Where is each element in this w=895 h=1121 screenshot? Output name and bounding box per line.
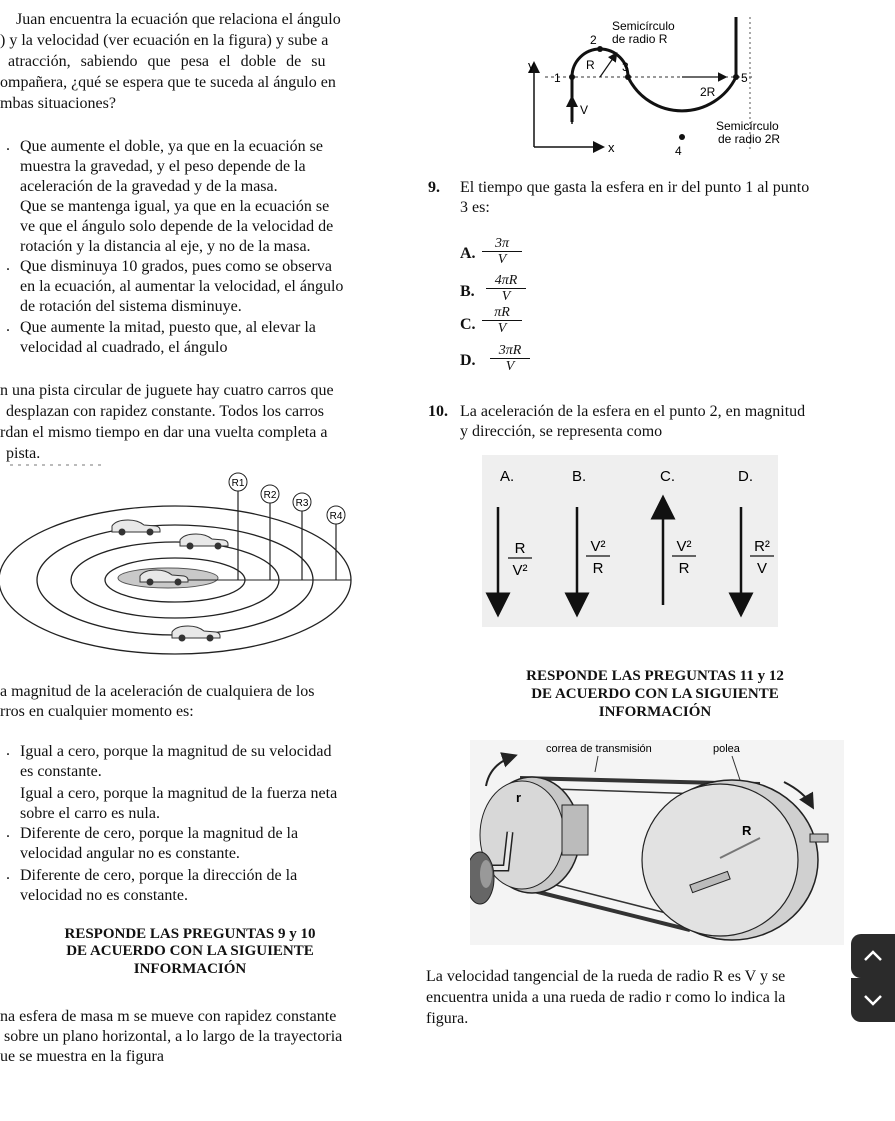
trajectory-figure — [520, 12, 800, 162]
circular-track-figure — [0, 462, 370, 662]
semicircle-r-label-2: de radio R — [612, 32, 668, 46]
track-label-r2: R2 — [263, 490, 277, 501]
pulley-figure — [470, 740, 844, 945]
heading-9-10-line-2: DE ACUERDO CON LA SIGUIENTE — [66, 943, 314, 959]
info-9-10-line-1: na esfera de masa m se mueve con rapidez constante — [0, 1008, 337, 1025]
q7-option-a-line-2: muestra la gravedad, y el peso depende de la — [20, 158, 306, 175]
q7-line-5: mbas situaciones? — [0, 95, 116, 112]
q9-option-c-denominator: V — [497, 321, 507, 336]
heading-11-12-line-3: INFORMACIÓN — [598, 704, 712, 720]
q8-option-d-line-2: velocidad no es constante. — [20, 887, 188, 904]
q8-intro-line-4: pista. — [6, 445, 41, 462]
q10-option-a-numerator: R — [514, 540, 526, 557]
q8-option-d-line-1: Diferente de cero, porque la dirección de la — [20, 867, 298, 884]
heading-11-12-line-2: DE ACUERDO CON LA SIGUIENTE — [531, 686, 779, 702]
info-11-12-line-3: figura. — [426, 1010, 469, 1027]
point-1-label: 1 — [554, 71, 561, 85]
point-5-label: 5 — [741, 71, 748, 85]
small-radius-label: r — [516, 790, 522, 805]
q7-option-b-line-1: Que se mantenga igual, ya que en la ecuación se — [20, 198, 330, 215]
q8-intro-line-3: rdan el mismo tiempo en dar una vuelta completa a — [0, 424, 328, 441]
track-label-r4: R4 — [329, 511, 343, 522]
q9-option-a-fraction — [482, 236, 522, 267]
q10-option-c-letter[interactable]: C. — [660, 468, 675, 485]
belt-label: correa de transmisión — [546, 743, 652, 755]
track-label-r1: R1 — [231, 478, 245, 489]
heading-9-10-line-3: INFORMACIÓN — [133, 961, 247, 977]
q7-option-c-line-2: en la ecuación, al aumentar la velocidad, el ángulo — [20, 278, 344, 295]
q9-option-b-fraction — [486, 273, 526, 304]
q7-option-a-line-1: Que aumente el doble, ya que en la ecuación se — [20, 138, 323, 155]
info-11-12-line-2: encuentra unida a una rueda de radio r como lo indica la — [426, 989, 786, 1006]
point-2-label: 2 — [590, 33, 597, 47]
q9-option-b-numerator: 4πR — [486, 273, 526, 289]
q10-option-c-numerator: V² — [676, 538, 692, 555]
q10-option-d-numerator: R² — [754, 538, 770, 555]
q7-line-4: ompañera, ¿qué se espera que te suceda al ángulo en — [0, 74, 336, 91]
q8-option-a-line-2: es constante. — [20, 763, 102, 780]
q10-option-b-denominator: R — [592, 560, 604, 577]
q10-option-b-letter[interactable]: B. — [572, 468, 587, 485]
q10-option-d-letter[interactable]: D. — [738, 468, 753, 485]
chevron-down-icon — [851, 978, 895, 1022]
pulley-label: polea — [713, 743, 740, 755]
q10-prompt-line-1: La aceleración de la esfera en el punto 2, en magnitud — [460, 403, 806, 420]
q9-option-b-denominator: V — [501, 289, 511, 304]
q8-option-a-line-1: Igual a cero, porque la magnitud de su velocidad — [20, 743, 332, 760]
q9-number: 9. — [428, 179, 440, 196]
q8-option-c-line-1: Diferente de cero, porque la magnitud de la — [20, 825, 299, 842]
q7-option-d-line-1: Que aumente la mitad, puesto que, al elevar la — [20, 319, 316, 336]
q9-option-a-letter: A. — [460, 245, 476, 262]
q7-option-d-line-2: velocidad al cuadrado, el ángulo — [20, 339, 228, 356]
car-icon — [180, 534, 228, 550]
velocity-v-label: V — [580, 103, 589, 117]
info-9-10-line-2: sobre un plano horizontal, a lo largo de la trayectoria — [4, 1028, 343, 1045]
q9-option-a-numerator: 3π — [482, 236, 522, 252]
q8-prompt-line-2: rros en cualquier momento es: — [0, 703, 194, 720]
q9-option-d-fraction — [490, 343, 530, 374]
radius-2r-label: 2R — [700, 85, 716, 99]
q7-option-c-line-1: Que disminuya 10 grados, pues como se observa — [20, 258, 332, 275]
heading-11-12-line-1: RESPONDE LAS PREGUNTAS 11 y 12 — [526, 668, 784, 684]
semicircle-r-label-1: Semicírculo — [612, 19, 675, 33]
q10-option-a-letter[interactable]: A. — [500, 468, 515, 485]
big-radius-label: R — [742, 823, 752, 838]
q10-option-c-denominator: R — [678, 560, 690, 577]
q9-prompt-line-1: El tiempo que gasta la esfera en ir del punto 1 al punto — [460, 179, 810, 196]
car-icon — [172, 626, 220, 642]
heading-9-10-line-1: RESPONDE LAS PREGUNTAS 9 y 10 — [64, 926, 316, 942]
q10-prompt-line-2: y dirección, se representa como — [460, 423, 663, 440]
q10-option-d-denominator: V — [756, 560, 768, 577]
scroll-down-button[interactable] — [851, 978, 895, 1022]
q7-line-3: atracción, sabiendo que pesa el doble de su — [8, 53, 326, 70]
q9-option-d-denominator: V — [505, 359, 515, 374]
q10-options-figure — [482, 455, 778, 627]
q8-option-b-line-1: Igual a cero, porque la magnitud de la fuerza neta — [20, 785, 338, 802]
point-3-label: 3 — [622, 60, 629, 74]
point-4-label: 4 — [675, 144, 682, 158]
info-11-12-line-1: La velocidad tangencial de la rueda de radio R es V y se — [426, 968, 786, 985]
q7-option-b-line-2: ve que el ángulo solo depende de la velocidad de — [20, 218, 334, 235]
axis-y-label: y — [528, 58, 535, 73]
q7-line-1: Juan encuentra la ecuación que relaciona el ángulo — [16, 11, 341, 28]
q9-option-d-numerator: 3πR — [490, 343, 530, 359]
q7-option-b-line-3: rotación y la distancia al eje, y no de la masa. — [20, 238, 311, 255]
q9-option-c-fraction — [482, 305, 522, 336]
chevron-up-icon — [851, 934, 895, 978]
scroll-up-button[interactable] — [851, 934, 895, 978]
q10-option-a-denominator: V² — [512, 562, 528, 579]
q7-option-c-line-3: de rotación del sistema disminuye. — [20, 298, 242, 315]
q7-option-a-line-3: aceleración de la gravedad y de la masa. — [20, 178, 278, 195]
info-9-10-line-3: ue se muestra en la figura — [0, 1048, 164, 1065]
track-label-r3: R3 — [295, 498, 309, 509]
q9-option-d-letter: D. — [460, 352, 476, 369]
q9-option-b-letter: B. — [460, 283, 475, 300]
car-icon — [112, 520, 160, 536]
q9-option-c-numerator: πR — [482, 305, 522, 321]
q10-option-b-numerator: V² — [590, 538, 606, 555]
q8-option-b-line-2: sobre el carro es nula. — [20, 805, 160, 822]
q8-prompt-line-1: a magnitud de la aceleración de cualquiera de los — [0, 683, 315, 700]
semicircle-2r-label-2: de radio 2R — [718, 132, 781, 146]
semicircle-2r-label-1: Semicírculo — [716, 119, 779, 133]
q9-prompt-line-2: 3 es: — [460, 199, 490, 216]
radius-r-label: R — [586, 58, 595, 72]
q8-intro-line-1: n una pista circular de juguete hay cuatro carros que — [0, 382, 334, 399]
q8-option-c-line-2: velocidad angular no es constante. — [20, 845, 240, 862]
q9-option-a-denominator: V — [497, 252, 507, 267]
q7-line-2: ) y la velocidad (ver ecuación en la figura) y sube a — [0, 32, 329, 49]
q8-intro-line-2: desplazan con rapidez constante. Todos los carros — [6, 403, 325, 420]
axis-x-label: x — [608, 140, 615, 155]
q10-number: 10. — [428, 403, 448, 420]
q9-option-c-letter: C. — [460, 316, 476, 333]
